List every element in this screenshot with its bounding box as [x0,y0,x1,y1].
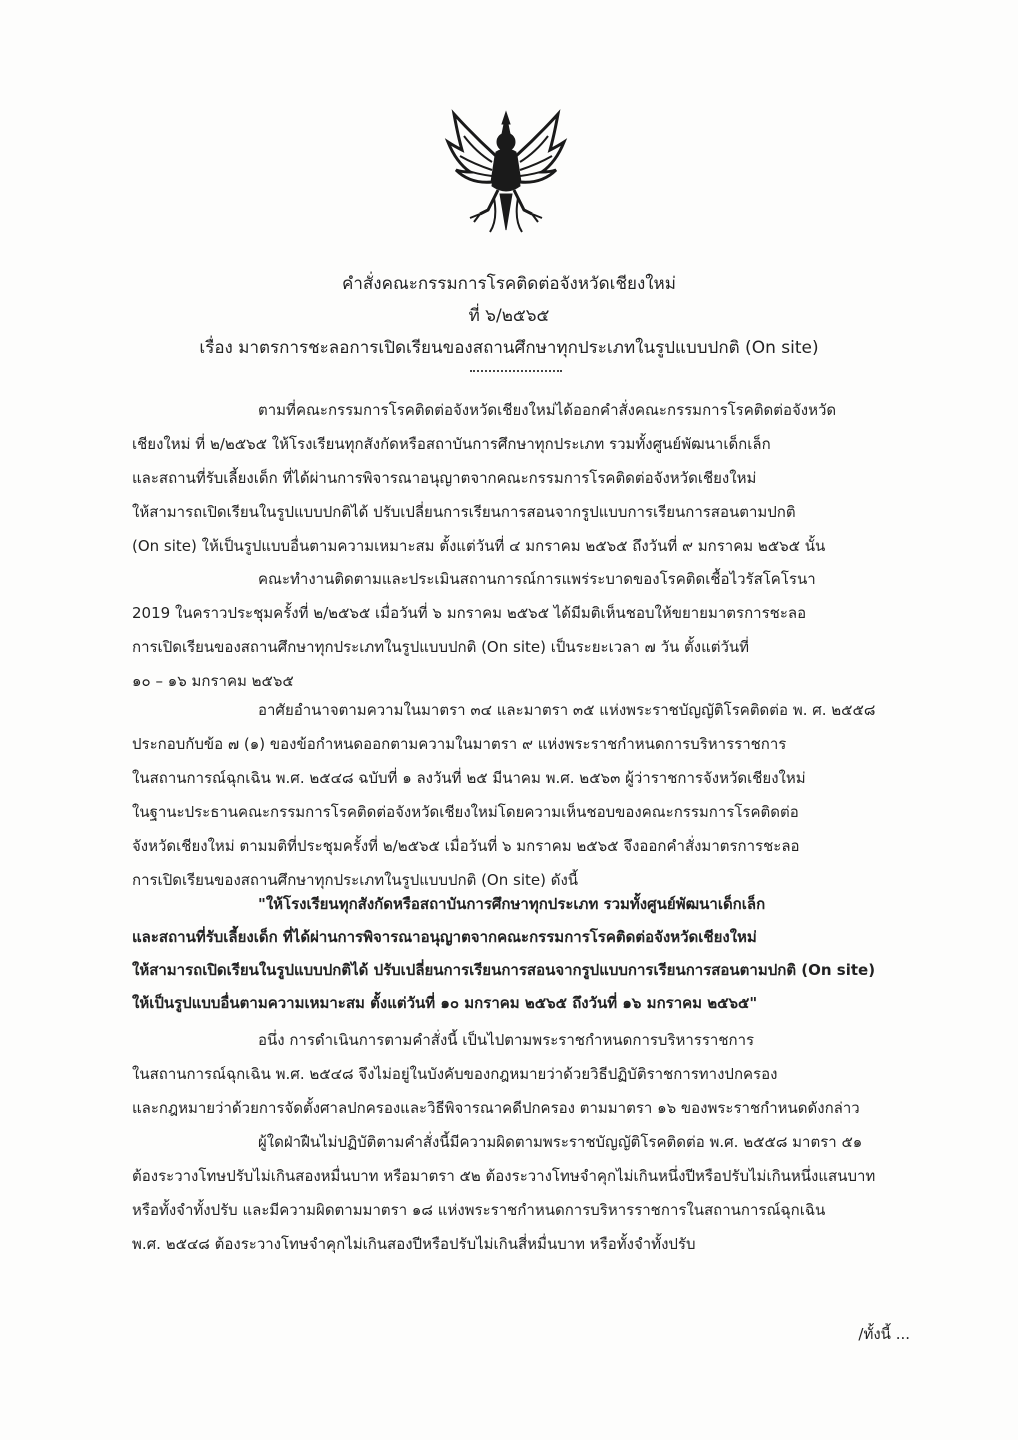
paragraph-3 [132,693,892,897]
paragraph-line: ในสถานการณ์ฉุกเฉิน พ.ศ. ๒๕๔๘ จึงไม่อยู่ในบังคับของกฎหมายว่าด้วยวิธีปฏิบัติราชการทางปกครอง [132,1065,778,1083]
order-number: ที่ ๖/๒๕๖๕ [468,306,550,326]
paragraph-line: ตามที่คณะกรรมการโรคติดต่อจังหวัดเชียงใหม่ได้ออกคำสั่งคณะกรรมการโรคติดต่อจังหวัด [258,401,837,419]
paragraph-2 [132,562,892,698]
paragraph-line: หรือทั้งจำทั้งปรับ และมีความผิดตามมาตรา ๑๘ แห่งพระราชกำหนดการบริหารราชการในสถานการณ์ฉุกเฉิน [132,1201,826,1219]
paragraph-6 [132,1125,892,1261]
paragraph-line: ผู้ใดฝ่าฝืนไม่ปฏิบัติตามคำสั่งนี้มีความผิดตามพระราชบัญญัติโรคติดต่อ พ.ศ. ๒๕๕๘ มาตรา ๕๑ [258,1133,863,1151]
paragraph-1 [132,393,892,563]
paragraph-line: เชียงใหม่ ที่ ๒/๒๕๖๕ ให้โรงเรียนทุกสังกัดหรือสถาบันการศึกษาทุกประเภท รวมทั้งศูนย์พัฒนาเด็กเล็ก [132,435,771,453]
paragraph-line: การเปิดเรียนของสถานศึกษาทุกประเภทในรูปแบบปกติ (On site) ดังนี้ [132,871,579,889]
paragraph-line: และสถานที่รับเลี้ยงเด็ก ที่ได้ผ่านการพิจารณาอนุญาตจากคณะกรรมการโรคติดต่อจังหวัดเชียงใหม่ [132,928,757,946]
paragraph-line: พ.ศ. ๒๕๔๘ ต้องระวางโทษจำคุกไม่เกินสองปีหรือปรับไม่เกินสี่หมื่นบาท หรือทั้งจำทั้งปรับ [132,1235,696,1253]
paragraph-5 [132,1023,892,1125]
paragraph-line: ให้เป็นรูปแบบอื่นตามความเหมาะสม ตั้งแต่วันที่ ๑๐ มกราคม ๒๕๖๕ ถึงวันที่ ๑๖ มกราคม ๒๕๖๕" [132,994,758,1012]
paragraph-line: ในสถานการณ์ฉุกเฉิน พ.ศ. ๒๕๔๘ ฉบับที่ ๑ ลงวันที่ ๒๕ มีนาคม พ.ศ. ๒๕๖๓ ผู้ว่าราชการจังหวัดเชียงใหม่ [132,769,806,787]
garuda-emblem [440,106,572,238]
paragraph-line: อาศัยอำนาจตามความในมาตรา ๓๔ และมาตรา ๓๕ แห่งพระราชบัญญัติโรคติดต่อ พ. ศ. ๒๕๕๘ [258,701,876,719]
paragraph-line: 2019 ในคราวประชุมครั้งที่ ๒/๒๕๖๕ เมื่อวันที่ ๖ มกราคม ๒๕๖๕ ได้มีมติเห็นชอบให้ขยายมาตรการชะลอ [132,604,807,622]
order-title: คำสั่งคณะกรรมการโรคติดต่อจังหวัดเชียงใหม่ [342,274,676,294]
paragraph-line: คณะทำงานติดตามและประเมินสถานการณ์การแพร่ระบาดของโรคติดเชื้อไวรัสโคโรนา [258,570,816,588]
paragraph-line: ให้สามารถเปิดเรียนในรูปแบบปกติได้ ปรับเปลี่ยนการเรียนการสอนจากรูปแบบการเรียนการสอนตามปกติ [132,503,796,521]
paragraph-line: และสถานที่รับเลี้ยงเด็ก ที่ได้ผ่านการพิจารณาอนุญาตจากคณะกรรมการโรคติดต่อจังหวัดเชียงใหม่ [132,469,757,487]
paragraph-line: (On site) ให้เป็นรูปแบบอื่นตามความเหมาะสม ตั้งแต่วันที่ ๔ มกราคม ๒๕๖๕ ถึงวันที่ ๙ มกราคม ๒๕๖๕ นั้น [132,537,826,555]
paragraph-line: "ให้โรงเรียนทุกสังกัดหรือสถาบันการศึกษาทุกประเภท รวมทั้งศูนย์พัฒนาเด็กเล็ก [258,895,766,913]
paragraph-line: ต้องระวางโทษปรับไม่เกินสองหมื่นบาท หรือมาตรา ๕๒ ต้องระวางโทษจำคุกไม่เกินหนึ่งปีหรือปรับไม่เกินหนึ่งแสนบาท [132,1167,876,1185]
paragraph-line: ในฐานะประธานคณะกรรมการโรคติดต่อจังหวัดเชียงใหม่โดยความเห็นชอบของคณะกรรมการโรคติดต่อ [132,803,799,821]
paragraph-line: ให้สามารถเปิดเรียนในรูปแบบปกติได้ ปรับเปลี่ยนการเรียนการสอนจากรูปแบบการเรียนการสอนตามปกติ (On site) [132,961,876,979]
paragraph-line: จังหวัดเชียงใหม่ ตามมติที่ประชุมครั้งที่ ๒/๒๕๖๕ เมื่อวันที่ ๖ มกราคม ๒๕๖๕ จึงออกคำสั่งมาตรการชะลอ [132,837,800,855]
paragraph-line: การเปิดเรียนของสถานศึกษาทุกประเภทในรูปแบบปกติ (On site) เป็นระยะเวลา ๗ วัน ตั้งแต่วันที่ [132,638,750,656]
paragraph-line: อนึ่ง การดำเนินการตามคำสั่งนี้ เป็นไปตามพระราชกำหนดการบริหารราชการ [258,1031,755,1049]
dotted-divider [470,370,562,372]
paragraph-line: ประกอบกับข้อ ๗ (๑) ของข้อกำหนดออกตามความในมาตรา ๙ แห่งพระราชกำหนดการบริหารราชการ [132,735,787,753]
paragraph-line: ๑๐ – ๑๖ มกราคม ๒๕๖๕ [132,672,294,690]
order-subject: เรื่อง มาตรการชะลอการเปิดเรียนของสถานศึกษาทุกประเภทในรูปแบบปกติ (On site) [199,338,819,358]
order-clause [132,888,892,1020]
continuation-marker: /ทั้งนี้ ... [858,1325,910,1343]
paragraph-line: และกฎหมายว่าด้วยการจัดตั้งศาลปกครองและวิธีพิจารณาคดีปกครอง ตามมาตรา ๑๖ ของพระราชกำหนดดังกล่าว [132,1099,860,1117]
